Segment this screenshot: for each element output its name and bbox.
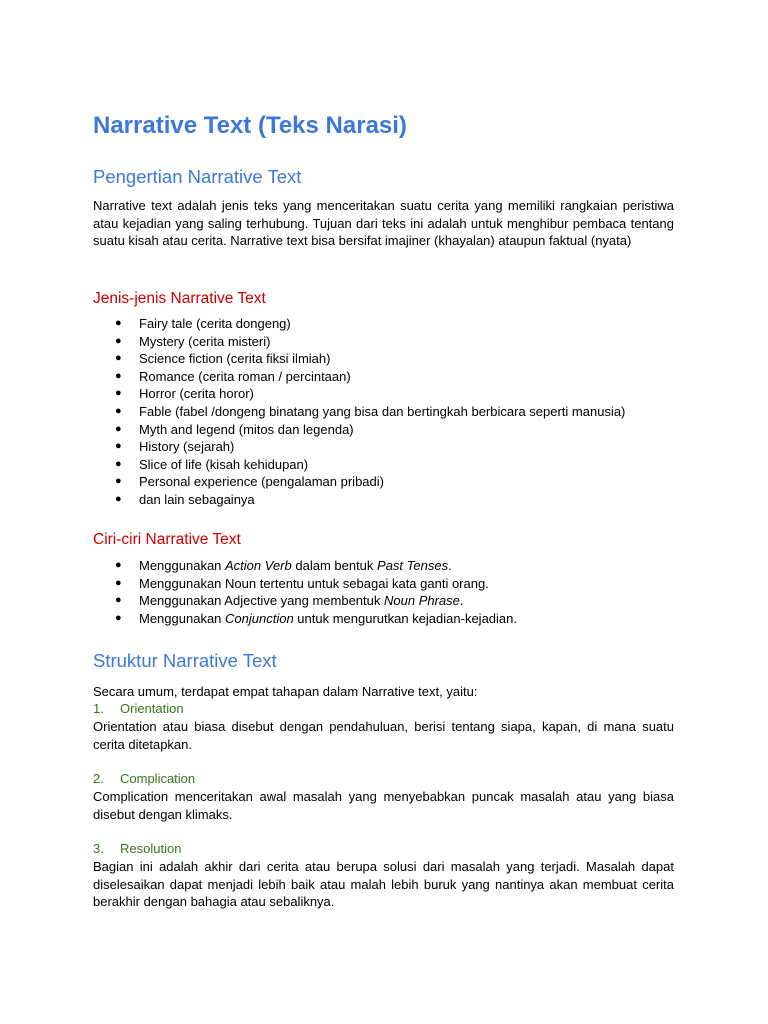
list-item: ● Myth and legend (mitos dan legenda) [115, 421, 354, 437]
list-item: ● Fable (fabel /dongeng binatang yang bisa dan bertingkah berbicara seperti manusia) [115, 403, 626, 419]
step-orientation-text: Orientation atau biasa disebut dengan pendahuluan, berisi tentang siapa, kapan, di mana suatu cerita ditetapkan. [93, 719, 674, 752]
step-resolution-text: Bagian ini adalah akhir dari cerita atau berupa solusi dari masalah yang terjadi. Masalah dapat diselesaikan dapat menjadi lebih baik atau malah lebih buruk yang nantinya akan membuat cerita berakhir dengan bahagia atau sebaliknya. [93, 859, 674, 910]
list-item: ● Slice of life (kisah kehidupan) [115, 456, 309, 472]
bullet-icon: ● [115, 352, 122, 365]
list-item: ● History (sejarah) [115, 439, 235, 455]
list-item: ● Menggunakan Conjunction untuk mengurutkan kejadian-kejadian. [115, 610, 517, 626]
struktur-heading: Struktur Narrative Text [93, 650, 277, 671]
bullet-icon: ● [115, 422, 122, 435]
ciri-heading: Ciri-ciri Narrative Text [93, 531, 241, 548]
step-resolution-label: 3. Resolution [93, 841, 182, 856]
list-item: ● Menggunakan Noun tertentu untuk sebagai kata ganti orang. [115, 575, 489, 591]
list-item: ● Fairy tale (cerita dongeng) [115, 316, 291, 331]
jenis-list [93, 315, 674, 509]
list-item: ● Menggunakan Action Verb dalam bentuk Past Tenses. [115, 558, 452, 573]
bullet-icon: ● [115, 440, 122, 453]
pengertian-heading: Pengertian Narrative Text [93, 166, 302, 187]
list-item: ● Science fiction (cerita fiksi ilmiah) [115, 351, 331, 367]
list-item: ● Horror (cerita horor) [115, 386, 254, 402]
pengertian-paragraph: Narrative text adalah jenis teks yang menceritakan suatu cerita yang memiliki rangkaian peristiwa atau kejadian yang saling terhubung. Tujuan dari teks ini adalah untuk menghibur pembaca tentang suatu kisah atau cerita. Narrative text bisa bersifat imajiner (khayalan) ataupun faktual (nyata) [93, 198, 674, 249]
struktur-intro: Secara umum, terdapat empat tahapan dalam Narrative text, yaitu: [93, 684, 478, 699]
bullet-icon: ● [115, 576, 122, 589]
bullet-icon: ● [115, 369, 122, 382]
bullet-icon: ● [115, 611, 122, 624]
bullet-icon: ● [115, 492, 122, 505]
bullet-icon: ● [115, 594, 122, 607]
list-item: ● Personal experience (pengalaman pribadi) [115, 474, 384, 490]
step-complication-label: 2. Complication [93, 771, 196, 786]
bullet-icon: ● [115, 334, 122, 347]
document-title: Narrative Text (Teks Narasi) [93, 112, 407, 139]
bullet-icon: ● [115, 404, 122, 417]
list-item: ● dan lain sebagainya [115, 491, 255, 507]
step-orientation-label: 1. Orientation [93, 701, 184, 716]
bullet-icon: ● [115, 559, 122, 571]
list-item: ● Romance (cerita roman / percintaan) [115, 368, 351, 384]
ciri-list [93, 557, 674, 627]
bullet-icon: ● [115, 475, 122, 488]
bullet-icon: ● [115, 457, 122, 470]
step-complication-text: Complication menceritakan awal masalah yang menyebabkan puncak masalah atau yang biasa disebut dengan klimaks. [93, 789, 674, 822]
list-item: ● Mystery (cerita misteri) [115, 333, 271, 349]
jenis-heading: Jenis-jenis Narrative Text [93, 290, 266, 307]
bullet-icon: ● [115, 387, 122, 400]
bullet-icon: ● [115, 317, 122, 329]
list-item: ● Menggunakan Adjective yang membentuk Noun Phrase. [115, 593, 464, 609]
